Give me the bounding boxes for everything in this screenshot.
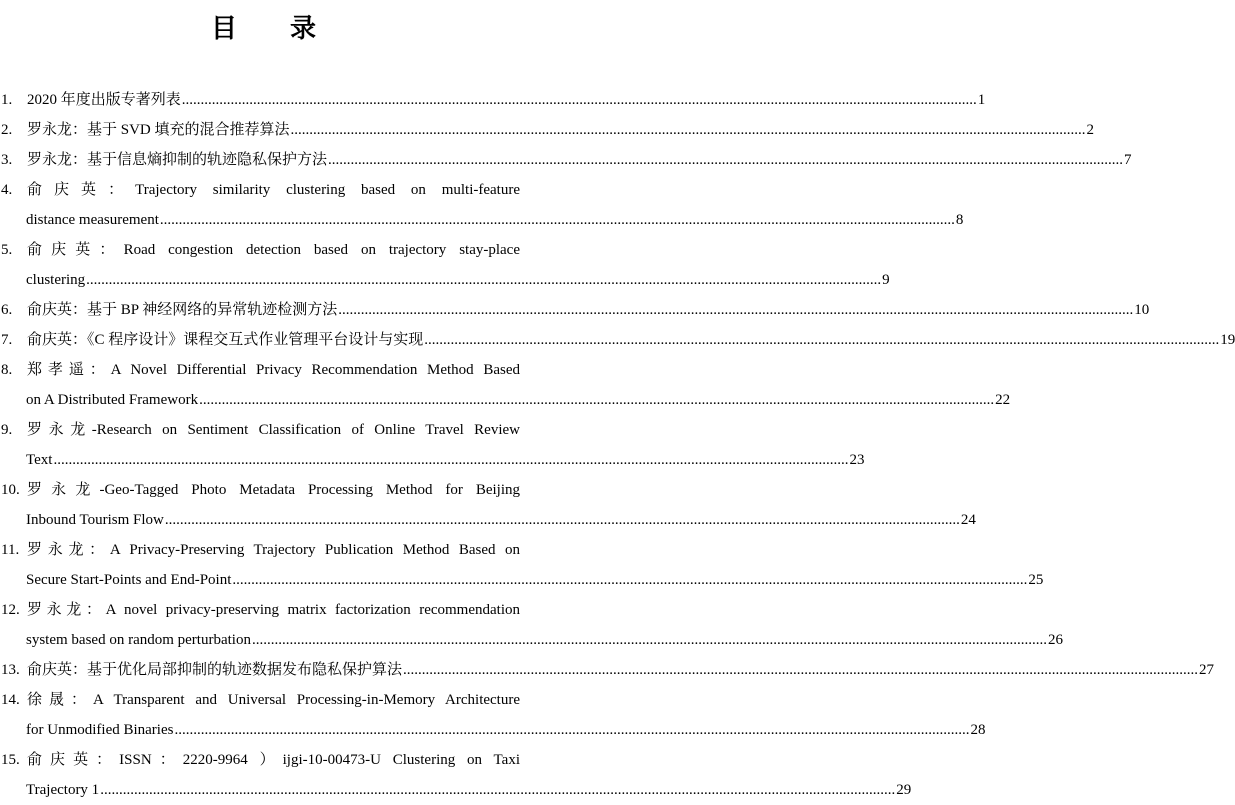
leader-dots [424,325,1219,355]
toc-entry[interactable] [0,655,1215,685]
page-title: 目 录 [210,14,339,44]
entry-title-line1: 罗永龙-Geo-Tagged Photo Metadata Processing Method for Beijing [27,482,520,498]
entry-page: 29 [896,782,912,798]
entry-page: 10 [1134,302,1150,318]
entry-title-line1: 罗永龙：A novel privacy-preserving matrix factorization recommendation [27,602,520,618]
entry-page: 2 [1086,122,1095,138]
entry-title-line2: Trajectory 1 [26,782,100,798]
entry-title-line2: for Unmodified Binaries [26,722,174,738]
toc-entry[interactable] [0,595,1063,655]
entry-number: 2. [1,122,13,138]
entry-title: 罗永龙：基于信息熵抑制的轨迹隐私保护方法 [27,152,328,168]
entry-title-line2: distance measurement [26,212,159,228]
entry-page: 22 [995,392,1011,408]
entry-page: 27 [1199,662,1215,678]
entry-number: 11. [1,542,20,558]
leader-dots [100,775,895,805]
leader-dots [291,115,1086,145]
entry-title: 俞庆英：基于优化局部抑制的轨迹数据发布隐私保护算法 [27,662,403,678]
entry-number: 8. [1,362,13,378]
leader-dots [403,655,1198,685]
entry-page: 25 [1028,572,1044,588]
toc-entry[interactable] [0,235,890,295]
toc-entry[interactable] [0,325,1235,355]
entry-number: 6. [1,302,13,318]
entry-page: 19 [1220,332,1235,348]
entry-page: 23 [849,452,865,468]
leader-dots [338,295,1133,325]
entry-number: 1. [1,92,13,108]
leader-dots [232,565,1027,595]
entry-page: 24 [960,512,976,528]
leader-dots [86,265,881,295]
entry-title-line1: 俞庆英：ISSN：2220-9964 ）ijgi-10-00473-U Clustering on Taxi [27,752,520,768]
entry-title: 罗永龙：基于 SVD 填充的混合推荐算法 [27,122,290,138]
toc-entry[interactable] [0,145,1132,175]
leader-dots [252,625,1047,655]
entry-title: 俞庆英：《C 程序设计》课程交互式作业管理平台设计与实现 [27,332,424,348]
toc-entry[interactable] [0,415,865,475]
entry-title-line1: 徐晟：A Transparent and Universal Processing-in-Memory Architecture [27,692,520,708]
entry-page: 26 [1047,632,1063,648]
leader-dots [199,385,994,415]
leader-dots [53,445,848,475]
entry-title-line2: Secure Start-Points and End-Point [26,572,232,588]
leader-dots [165,505,960,535]
entry-title: 2020 年度出版专著列表 [27,92,181,108]
entry-number: 13. [1,662,20,678]
entry-number: 12. [1,602,20,618]
entry-title-line1: 罗永龙-Research on Sentiment Classification of Online Travel Review [27,422,520,438]
leader-dots [174,715,969,745]
toc-entry[interactable] [0,85,986,115]
entry-page: 8 [955,212,964,228]
entry-page: 1 [977,92,986,108]
leader-dots [182,85,977,115]
toc-entry[interactable] [0,175,964,235]
toc-entry[interactable] [0,535,1044,595]
entry-title-line2: system based on random perturbation [26,632,251,648]
entry-number: 14. [1,692,20,708]
entry-title-line1: 罗永龙：A Privacy-Preserving Trajectory Publication Method Based on [27,542,520,558]
entry-title-line2: on A Distributed Framework [26,392,199,408]
entry-number: 7. [1,332,13,348]
entry-number: 3. [1,152,13,168]
entry-title-line2: Inbound Tourism Flow [26,512,164,528]
entry-title-line2: Text [26,452,53,468]
table-of-contents [0,85,1235,805]
entry-page: 9 [882,272,890,288]
entry-page: 28 [970,722,986,738]
toc-entry[interactable] [0,355,1011,415]
entry-title-line1: 郑孝遥：A Novel Differential Privacy Recommendation Method Based [27,362,520,378]
entry-title-line1: 俞庆英：Road congestion detection based on trajectory stay-place [27,242,520,258]
toc-entry[interactable] [0,295,1150,325]
leader-dots [328,145,1123,175]
leader-dots [160,205,955,235]
entry-title: 俞庆英：基于 BP 神经网络的异常轨迹检测方法 [27,302,338,318]
toc-entry[interactable] [0,475,976,535]
entry-number: 4. [1,182,13,198]
entry-number: 10. [1,482,20,498]
entry-number: 5. [1,242,13,258]
entry-number: 15. [1,752,20,768]
entry-title-line1: 俞庆英：Trajectory similarity clustering based on multi-feature [27,182,520,198]
toc-entry[interactable] [0,685,986,745]
toc-entry[interactable] [0,745,912,805]
entry-title-line2: clustering [26,272,86,288]
toc-entry[interactable] [0,115,1095,145]
entry-number: 9. [1,422,13,438]
entry-page: 7 [1124,152,1132,168]
